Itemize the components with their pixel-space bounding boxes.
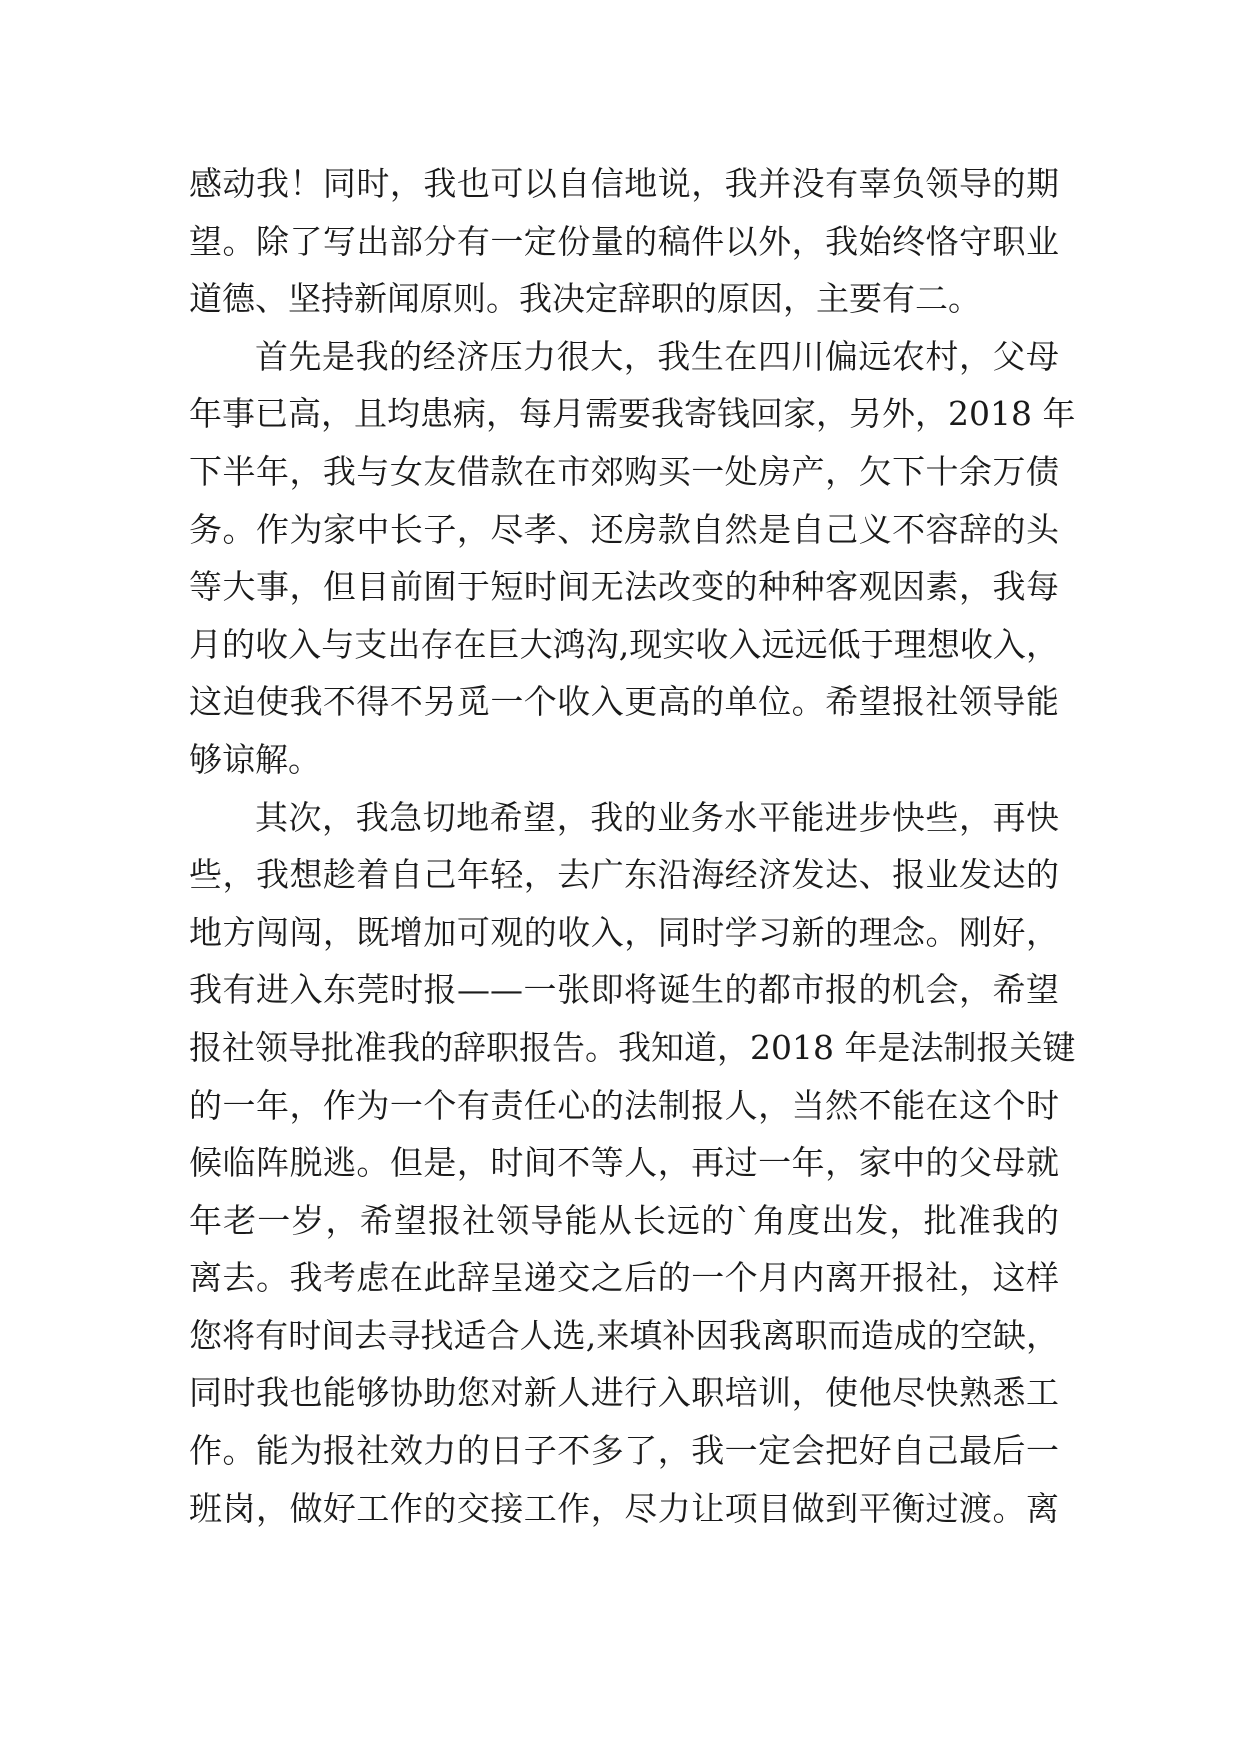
text-line: 地方闯闯，既增加可观的收入，同时学习新的理念。刚好， <box>189 912 1059 952</box>
text-line: 班岗，做好工作的交接工作，尽力让项目做到平衡过渡。离 <box>189 1488 1059 1528</box>
text-line: 报社领导批准我的辞职报告。我知道，2018 年是法制报关键 <box>189 1027 1076 1067</box>
text-line: 其次，我急切地希望，我的业务水平能进步快些，再快 <box>255 797 1059 837</box>
body-text <box>189 155 1076 1537</box>
text-line: 离去。我考虑在此辞呈递交之后的一个月内离开报社，这样 <box>189 1258 1059 1298</box>
text-line: 月的收入与支出存在巨大鸿沟,现实收入远远低于理想收入， <box>189 624 1059 664</box>
text-line: 够谅解。 <box>189 739 321 779</box>
text-line: 您将有时间去寻找适合人选,来填补因我离职而造成的空缺， <box>189 1315 1059 1355</box>
text-line: 候临阵脱逃。但是，时间不等人，再过一年，家中的父母就 <box>189 1143 1059 1183</box>
text-line: 年事已高，且均患病，每月需要我寄钱回家，另外，2018 年 <box>189 394 1076 434</box>
text-line: 等大事，但目前囿于短时间无法改变的种种客观因素，我每 <box>189 567 1059 607</box>
text-line: 的一年，作为一个有责任心的法制报人，当然不能在这个时 <box>189 1085 1059 1125</box>
text-line: 感动我！同时，我也可以自信地说，我并没有辜负领导的期 <box>189 164 1059 203</box>
text-line: 作。能为报社效力的日子不多了，我一定会把好自己最后一 <box>189 1431 1059 1471</box>
text-line: 下半年，我与女友借款在市郊购买一处房产，欠下十余万债 <box>189 451 1059 491</box>
text-line: 些，我想趁着自己年轻，去广东沿海经济发达、报业发达的 <box>189 855 1059 895</box>
text-line: 这迫使我不得不另觅一个收入更高的单位。希望报社领导能 <box>189 682 1059 722</box>
text-line: 望。除了写出部分有一定份量的稿件以外，我始终恪守职业 <box>189 221 1059 261</box>
text-line: 年老一岁，希望报社领导能从长远的`角度出发，批准我的 <box>189 1200 1059 1240</box>
text-line: 我有进入东莞时报——一张即将诞生的都市报的机会，希望 <box>189 970 1059 1010</box>
text-line: 首先是我的经济压力很大，我生在四川偏远农村，父母 <box>255 336 1059 376</box>
text-line: 务。作为家中长子，尽孝、还房款自然是自己义不容辞的头 <box>189 509 1059 549</box>
text-line: 同时我也能够协助您对新人进行入职培训，使他尽快熟悉工 <box>189 1373 1059 1413</box>
text-line: 道德、坚持新闻原则。我决定辞职的原因，主要有二。 <box>189 279 981 319</box>
